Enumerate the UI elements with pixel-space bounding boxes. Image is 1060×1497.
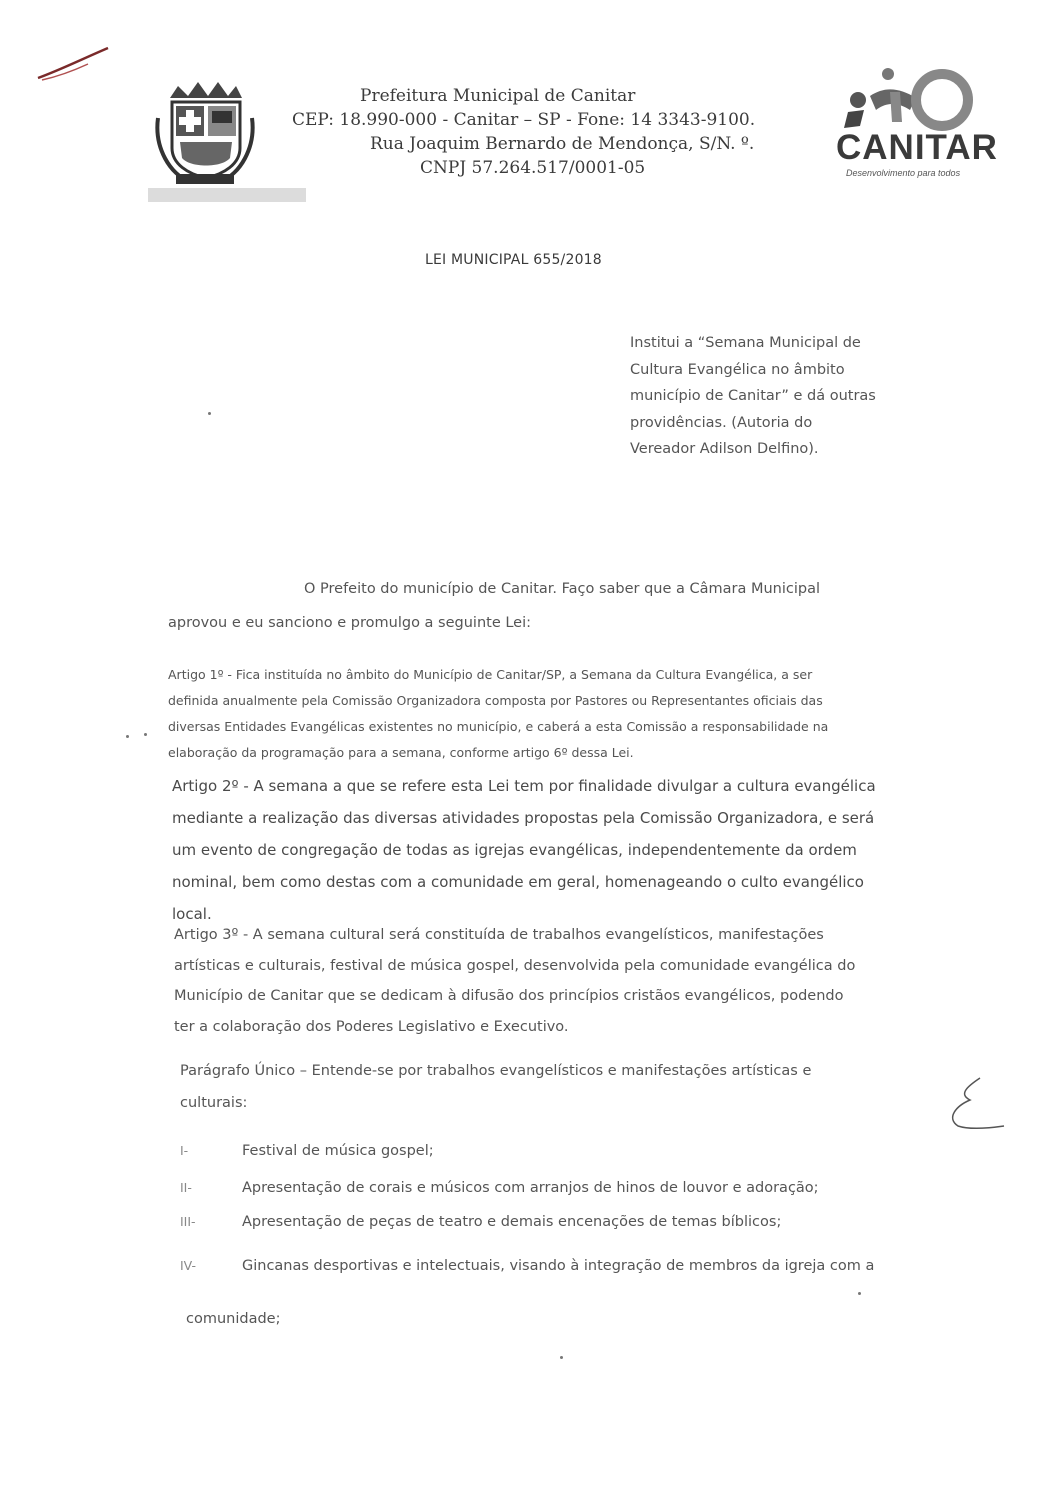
artigo-2 — [172, 770, 952, 930]
artigo-line: um evento de congregação de todas as igrejas evangélicas, independentemente da ordem — [172, 841, 857, 859]
scan-stamp-strip — [148, 188, 306, 202]
artigo-line: ter a colaboração dos Poderes Legislativo e Executivo. — [174, 1018, 569, 1035]
paragrafo-line: culturais: — [180, 1095, 248, 1111]
artigo-line: mediante a realização das diversas atividades propostas pela Comissão Organizadora, e será — [172, 809, 875, 827]
paragrafo-line: Parágrafo Único – Entende-se por trabalhos evangelísticos e manifestações artísticas e — [180, 1063, 812, 1079]
logo-wordmark: CANITAR — [836, 128, 998, 167]
scan-speck — [858, 1292, 861, 1295]
address-line: Prefeitura Municipal de Canitar — [360, 86, 636, 106]
artigo-line: elaboração da programação para a semana, conforme artigo 6º dessa Lei. — [168, 745, 634, 760]
artigo-line: Município de Canitar que se dedicam à difusão dos princípios cristãos evangélicos, podendo — [174, 988, 844, 1004]
artigo-line: definida anualmente pela Comissão Organizadora composta por Pastores ou Representantes oficiais das — [168, 693, 823, 708]
address-line: Rua Joaquim Bernardo de Mendonça, S/N. º. — [370, 134, 755, 154]
ementa-line: providências. (Autoria do — [630, 414, 813, 431]
list-item — [180, 1258, 960, 1274]
item-continuation: comunidade; — [186, 1311, 281, 1327]
item-text: Gincanas desportivas e intelectuais, visando à integração de membros da igreja com a — [242, 1258, 875, 1274]
address-line: CNPJ 57.264.517/0001-05 — [420, 158, 646, 178]
item-number: II- — [180, 1180, 192, 1195]
item-text: Apresentação de peças de teatro e demais encenações de temas bíblicos; — [242, 1214, 782, 1230]
municipality-address-block — [282, 84, 802, 180]
address-line: CEP: 18.990-000 - Canitar – SP - Fone: 14 3343-9100. — [292, 110, 756, 130]
preamble-line: O Prefeito do município de Canitar. Faço saber que a Câmara Municipal — [304, 581, 821, 597]
artigo-line: Artigo 3º - A semana cultural será constituída de trabalhos evangelísticos, manifestações — [174, 927, 824, 943]
logo-tagline: Desenvolvimento para todos — [846, 168, 961, 178]
item-number: III- — [180, 1214, 196, 1229]
list-item — [180, 1143, 960, 1159]
ementa-line: Institui a “Semana Municipal de — [630, 335, 861, 351]
item-text: Apresentação de corais e músicos com arranjos de hinos de louvor e adoração; — [242, 1180, 819, 1196]
scan-speck — [144, 733, 147, 736]
scan-speck — [560, 1356, 563, 1359]
paragrafo-unico — [180, 1055, 900, 1119]
artigo-line: artísticas e culturais, festival de música gospel, desenvolvida pela comunidade evangélica do — [174, 957, 856, 974]
artigo-3 — [174, 920, 954, 1042]
item-number: I- — [180, 1143, 189, 1158]
pen-mark-icon — [30, 40, 130, 85]
scan-speck — [208, 412, 211, 415]
item-number: IV- — [180, 1258, 197, 1273]
law-title: LEI MUNICIPAL 655/2018 — [425, 252, 602, 268]
ementa-line: Cultura Evangélica no âmbito — [630, 361, 845, 378]
list-item — [180, 1214, 960, 1230]
artigo-line: local. — [172, 905, 212, 923]
artigo-1 — [168, 662, 948, 766]
preamble-line: aprovou e eu sanciono e promulgo a seguinte Lei: — [168, 615, 532, 631]
artigo-line: Artigo 2º - A semana a que se refere esta Lei tem por finalidade divulgar a cultura evangélica — [172, 777, 876, 795]
artigo-line: Artigo 1º - Fica instituída no âmbito do Município de Canitar/SP, a Semana da Cultura Evangélica, a ser — [168, 667, 813, 682]
artigo-line: nominal, bem como destas com a comunidade em geral, homenageando o culto evangélico — [172, 873, 864, 891]
scan-speck — [126, 735, 129, 738]
ementa-line: município de Canitar” e dá outras — [630, 388, 876, 404]
municipal-coat-of-arms-icon — [150, 78, 260, 188]
artigo-line: diversas Entidades Evangélicas existentes no município, e caberá a esta Comissão a responsabilidade na — [168, 719, 829, 734]
list-item — [180, 1180, 960, 1196]
law-preamble — [168, 572, 918, 640]
handwritten-initial-mark — [940, 1072, 1010, 1142]
law-ementa — [630, 330, 930, 463]
ementa-line: Vereador Adilson Delfino). — [630, 441, 819, 457]
item-text: Festival de música gospel; — [242, 1143, 434, 1159]
